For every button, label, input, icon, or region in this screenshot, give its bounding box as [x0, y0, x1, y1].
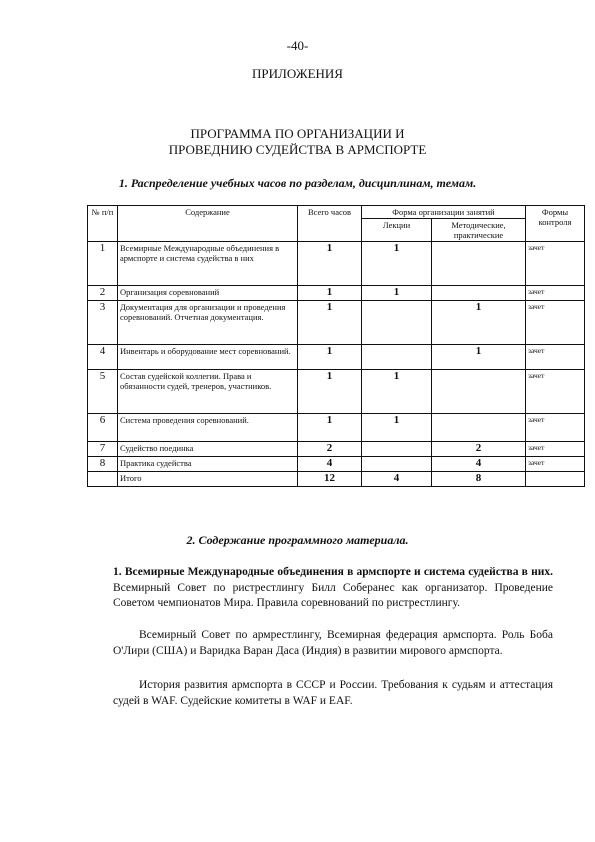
row-total: 2 — [298, 442, 362, 457]
row-content: Итого — [118, 472, 298, 487]
row-total: 1 — [298, 414, 362, 442]
table-row — [88, 345, 585, 370]
paragraph-1 — [113, 565, 553, 612]
row-practical: 4 — [432, 457, 526, 472]
row-control: зачет — [526, 457, 585, 472]
row-content: Система проведения соревнований. — [118, 414, 298, 442]
table-row — [88, 370, 585, 414]
row-practical: 2 — [432, 442, 526, 457]
row-lectures — [362, 457, 432, 472]
row-lectures — [362, 301, 432, 345]
row-total: 1 — [298, 345, 362, 370]
row-practical: 1 — [432, 345, 526, 370]
row-total: 1 — [298, 286, 362, 301]
row-total: 1 — [298, 301, 362, 345]
row-control: зачет — [526, 301, 585, 345]
header-num: № п/п — [88, 206, 118, 242]
row-content: Состав судейской коллегии. Права и обязанности судей, тренеров, участников. — [118, 370, 298, 414]
row-content: Организация соревнований — [118, 286, 298, 301]
row-practical: 8 — [432, 472, 526, 487]
row-content: Инвентарь и оборудование мест соревнований. — [118, 345, 298, 370]
row-practical — [432, 242, 526, 286]
paragraph-1-lead: 1. Всемирные Международные объединения в армспорте и система судейства в них. — [113, 566, 553, 578]
row-lectures: 1 — [362, 242, 432, 286]
program-title-line2: ПРОВЕДНИЮ СУДЕЙСТВА В АРМСПОРТЕ — [168, 142, 427, 157]
section1-heading: 1. Распределение учебных часов по разделам, дисциплинам, темам. — [118, 176, 477, 190]
row-lectures: 4 — [362, 472, 432, 487]
row-total: 12 — [298, 472, 362, 487]
table-row — [88, 414, 585, 442]
row-num: 5 — [88, 370, 118, 414]
row-num: 6 — [88, 414, 118, 442]
row-content: Практика судейства — [118, 457, 298, 472]
row-content: Судейство поединка — [118, 442, 298, 457]
program-title-line1: ПРОГРАММА ПО ОРГАНИЗАЦИИ И — [190, 126, 405, 141]
hours-distribution-table — [87, 205, 585, 487]
row-num: 8 — [88, 457, 118, 472]
row-lectures: 1 — [362, 370, 432, 414]
row-total: 1 — [298, 370, 362, 414]
row-control: зачет — [526, 345, 585, 370]
header-total: Всего часов — [298, 206, 362, 242]
section2-heading: 2. Содержание программного материала. — [186, 533, 409, 547]
row-num: 7 — [88, 442, 118, 457]
row-num: 4 — [88, 345, 118, 370]
table-row — [88, 442, 585, 457]
row-control: зачет — [526, 414, 585, 442]
row-practical — [432, 286, 526, 301]
row-num: 2 — [88, 286, 118, 301]
table-row — [88, 242, 585, 286]
table-row — [88, 286, 585, 301]
row-control: зачет — [526, 286, 585, 301]
table-row — [88, 301, 585, 345]
header-forms-group: Форма организации занятий — [362, 206, 526, 219]
row-lectures — [362, 345, 432, 370]
paragraph-1-rest: Всемирный Совет по ристрестлингу Билл Соберанес как организатор. Проведение Советом чемпионатов Мира. Правила соревнований по ристрестлингу. — [113, 581, 553, 609]
row-lectures: 1 — [362, 286, 432, 301]
row-total: 4 — [298, 457, 362, 472]
row-practical: 1 — [432, 301, 526, 345]
header-control: Формы контроля — [526, 206, 585, 242]
paragraph-3: История развития армспорта в СССР и России. Требования к судьям и аттестация судей в WAF. Судейские комитеты в WAF и EAF. — [113, 679, 553, 707]
paragraph-2: Всемирный Совет по армрестлингу, Всемирная федерация армспорта. Роль Боба О'Лири (США) и Варидка Варан Даса (Индия) в развитии мирового армспорта. — [113, 629, 553, 657]
program-title — [0, 126, 595, 158]
row-control: зачет — [526, 442, 585, 457]
appendix-heading: ПРИЛОЖЕНИЯ — [252, 66, 343, 81]
row-practical — [432, 370, 526, 414]
row-control: зачет — [526, 242, 585, 286]
table-row — [88, 472, 585, 487]
row-control — [526, 472, 585, 487]
row-content: Документация для организации и проведения соревнований. Отчетная документация. — [118, 301, 298, 345]
row-practical — [432, 414, 526, 442]
row-num — [88, 472, 118, 487]
header-content: Содержание — [118, 206, 298, 242]
row-lectures: 1 — [362, 414, 432, 442]
header-practical: Методические, практические — [432, 219, 526, 242]
row-lectures — [362, 442, 432, 457]
header-lectures: Лекции — [362, 219, 432, 242]
row-content: Всемирные Международные объединения в армспорте и система судейства в них — [118, 242, 298, 286]
table-row — [88, 457, 585, 472]
row-control: зачет — [526, 370, 585, 414]
row-total: 1 — [298, 242, 362, 286]
row-num: 3 — [88, 301, 118, 345]
page-number: -40- — [286, 38, 309, 53]
row-num: 1 — [88, 242, 118, 286]
